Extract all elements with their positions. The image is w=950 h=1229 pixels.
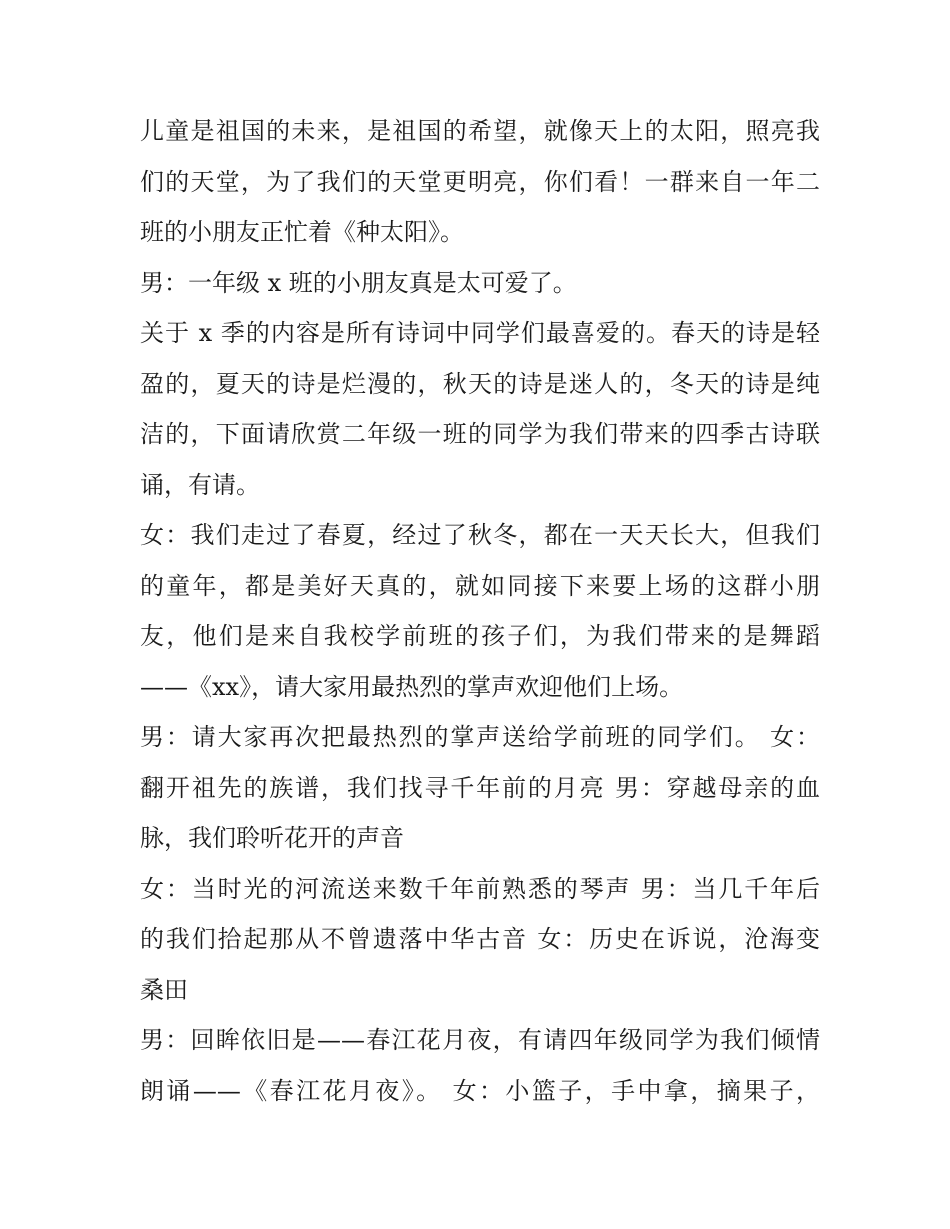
text-line: 脉，我们聆听花开的声音	[140, 824, 404, 852]
document-body	[140, 106, 820, 1116]
text-line: 的童年，都是美好天真的，就如同接下来要上场的这群小朋	[140, 571, 820, 600]
text-line: 朗诵——《春江花月夜》。 女：小篮子，手中拿，摘果子，	[140, 1076, 820, 1105]
text-line: 男：一年级 x 班的小朋友真是太可爱了。	[140, 268, 577, 297]
text-line: 洁的，下面请欣赏二年级一班的同学为我们带来的四季古诗联	[140, 420, 820, 448]
text-line: 女：我们走过了春夏，经过了秋冬，都在一天天长大，但我们	[140, 521, 820, 549]
text-line: 盈的，夏天的诗是烂漫的，秋天的诗是迷人的，冬天的诗是纯	[140, 369, 820, 398]
text-line: 女：当时光的河流送来数千年前熟悉的琴声 男：当几千年后	[140, 874, 820, 903]
text-line: 关于 x 季的内容是所有诗词中同学们最喜爱的。春天的诗是轻	[140, 319, 820, 347]
text-line: 们的天堂，为了我们的天堂更明亮，你们看！一群来自一年二	[140, 167, 820, 196]
text-line: 男：回眸依旧是——春江花月夜，有请四年级同学为我们倾情	[140, 1026, 820, 1054]
text-line: 友，他们是来自我校学前班的孩子们，为我们带来的是舞蹈	[140, 622, 820, 650]
text-line: 儿童是祖国的未来，是祖国的希望，就像天上的太阳，照亮我	[140, 117, 820, 145]
text-line: 翻开祖先的族谱，我们找寻千年前的月亮 男：穿越母亲的血	[140, 773, 820, 802]
text-line: 男：请大家再次把最热烈的掌声送给学前班的同学们。 女：	[140, 723, 820, 751]
text-line: 桑田	[140, 975, 188, 1004]
text-line: 诵，有请。	[140, 470, 260, 499]
text-line: 的我们拾起那从不曾遗落中华古音 女：历史在诉说，沧海变	[140, 925, 820, 953]
text-line: 班的小朋友正忙着《种太阳》。	[140, 218, 464, 246]
text-line: ——《xx》，请大家用最热烈的掌声欢迎他们上场。	[140, 672, 684, 701]
